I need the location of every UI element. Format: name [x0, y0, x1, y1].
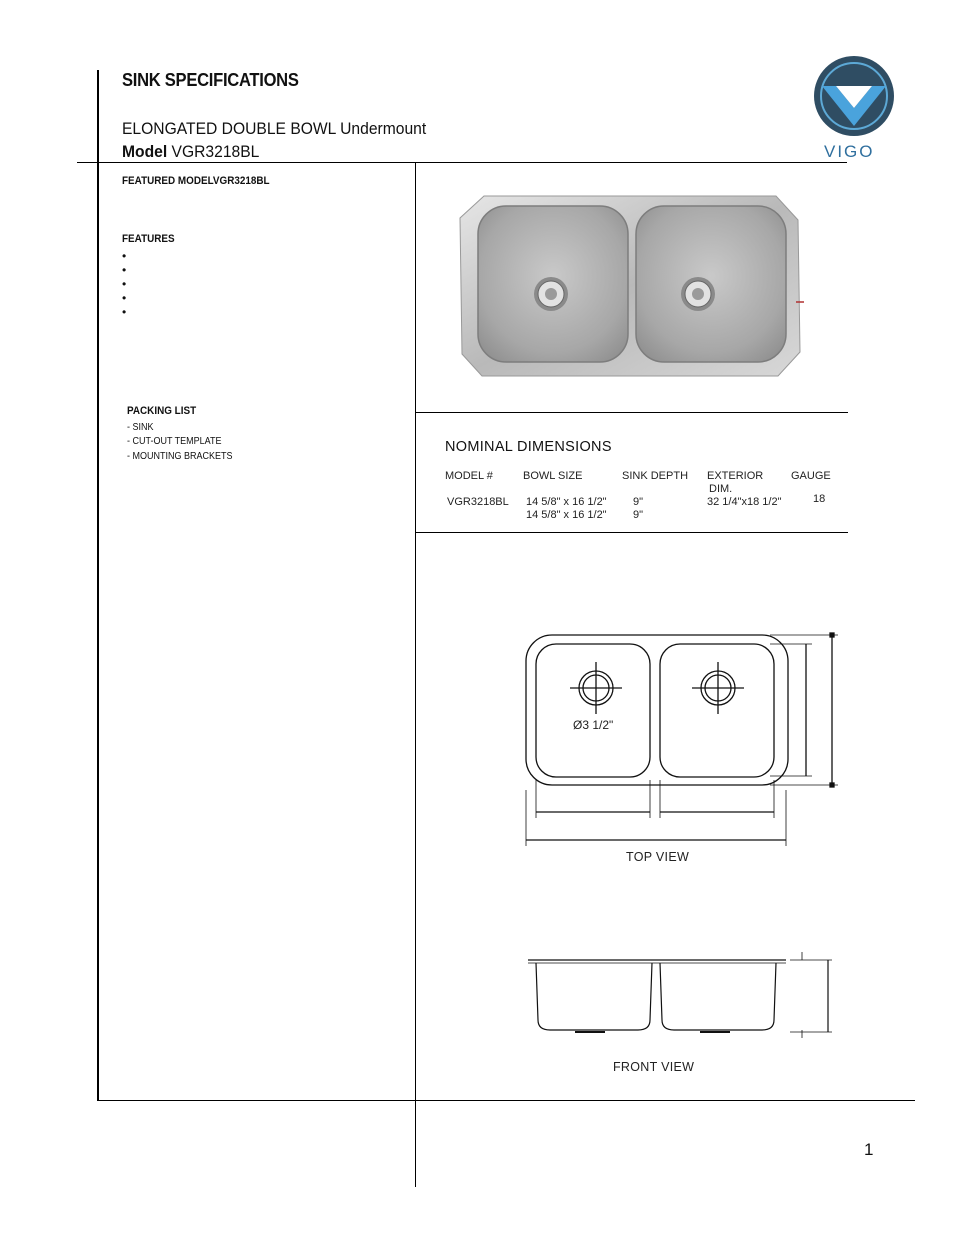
top-view-diagram — [520, 630, 840, 850]
col-exterior: EXTERIOR — [707, 470, 764, 482]
vigo-logo — [806, 56, 906, 162]
top-view-caption: TOP VIEW — [626, 850, 690, 864]
col-sink-depth: SINK DEPTH — [622, 470, 689, 482]
feature-list — [122, 251, 242, 321]
column-divider — [415, 163, 416, 1187]
cell-gauge: 18 — [813, 493, 826, 505]
cell-bowl-size: 14 5/8" x 16 1/2" — [526, 496, 607, 508]
cell-exterior: 32 1/4"x18 1/2" — [707, 496, 782, 508]
dimensions-heading: NOMINAL DIMENSIONS — [445, 439, 612, 455]
cell-depth: 9" — [633, 509, 644, 521]
col-model: MODEL # — [445, 470, 493, 482]
front-view-diagram — [520, 950, 840, 1040]
front-view-drawing — [520, 950, 840, 1040]
col-bowl-size: BOWL SIZE — [523, 470, 583, 482]
footer-rule — [97, 1100, 915, 1101]
cell-model: VGR3218BL — [447, 496, 509, 508]
featured-model: FEATURED MODELVGR3218BL — [122, 175, 270, 187]
product-subtitle: ELONGATED DOUBLE BOWL Undermount — [122, 119, 427, 138]
feature-bullet — [122, 279, 242, 293]
sink-photo — [456, 192, 806, 378]
front-view-caption: FRONT VIEW — [613, 1060, 695, 1074]
feature-bullet — [122, 307, 242, 321]
model-line — [122, 142, 259, 162]
dims-top-rule — [416, 412, 848, 413]
col-gauge: GAUGE — [791, 470, 831, 482]
packing-heading: PACKING LIST — [127, 405, 197, 417]
dims-bottom-rule — [416, 532, 848, 533]
page-title: SINK SPECIFICATIONS — [122, 70, 299, 90]
col-exterior-dim: DIM. — [709, 483, 733, 495]
sink-photo-image — [456, 192, 806, 378]
logo-text: VIGO — [824, 142, 875, 161]
model-value: VGR3218BL — [171, 142, 260, 161]
top-view-drawing — [520, 630, 840, 850]
packing-item: - MOUNTING BRACKETS — [127, 451, 233, 462]
header-rule — [77, 162, 847, 163]
feature-bullet — [122, 293, 242, 307]
packing-item: - SINK — [127, 422, 154, 433]
model-label: Model — [122, 142, 168, 161]
feature-bullet — [122, 265, 242, 279]
page-number: 1 — [864, 1140, 874, 1159]
left-border — [97, 70, 99, 1101]
packing-item: - CUT-OUT TEMPLATE — [127, 436, 222, 447]
feature-bullet — [122, 251, 242, 265]
cell-depth: 9" — [633, 496, 644, 508]
drain-size-label: Ø3 1/2" — [573, 718, 614, 732]
cell-bowl-size: 14 5/8" x 16 1/2" — [526, 509, 607, 521]
features-heading: FEATURES — [122, 233, 175, 245]
